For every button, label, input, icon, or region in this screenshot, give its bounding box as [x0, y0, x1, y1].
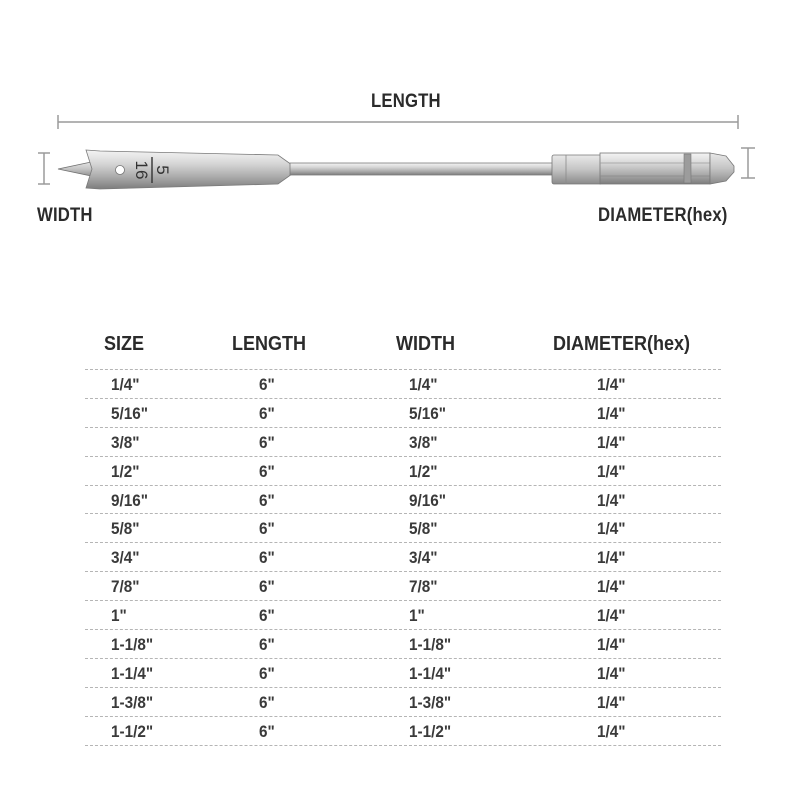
table-header-diameter: DIAMETER(hex)	[553, 333, 691, 355]
table-row	[85, 716, 721, 746]
width-cell: 3/4"	[409, 548, 438, 568]
length-cell: 6"	[259, 432, 275, 452]
size-cell: 5/8"	[111, 519, 140, 539]
width-label: WIDTH	[37, 205, 93, 226]
length-cell: 6"	[259, 721, 275, 741]
table-row	[85, 369, 721, 398]
size-cell: 5/16"	[111, 403, 149, 423]
length-cell: 6"	[259, 606, 275, 626]
diameter-cell: 1/4"	[597, 721, 626, 741]
length-cell: 6"	[259, 490, 275, 510]
diameter-cell: 1/4"	[597, 519, 626, 539]
size-cell: 1-1/2"	[111, 721, 154, 741]
table-row	[85, 571, 721, 600]
width-cell: 1-1/4"	[409, 663, 452, 683]
length-cell: 6"	[259, 548, 275, 568]
width-bracket	[38, 153, 50, 184]
width-cell: 3/8"	[409, 432, 438, 452]
diameter-cell: 1/4"	[597, 663, 626, 683]
size-cell: 3/8"	[111, 432, 140, 452]
size-marking-numerator: 5	[153, 165, 172, 175]
diameter-cell: 1/4"	[597, 577, 626, 597]
width-cell: 1/4"	[409, 375, 438, 394]
diameter-cell: 1/4"	[597, 461, 626, 481]
spec-table	[85, 369, 721, 746]
length-cell: 6"	[259, 461, 275, 481]
length-label: LENGTH	[371, 91, 441, 112]
diameter-cell: 1/4"	[597, 606, 626, 626]
size-cell: 1/4"	[111, 375, 140, 394]
diameter-cell: 1/4"	[597, 635, 626, 655]
width-cell: 1"	[409, 606, 425, 626]
table-row	[85, 485, 721, 514]
width-cell: 7/8"	[409, 577, 438, 597]
width-cell: 1-1/8"	[409, 635, 452, 655]
size-cell: 1-3/8"	[111, 692, 154, 712]
width-cell: 9/16"	[409, 490, 447, 510]
length-cell: 6"	[259, 635, 275, 655]
table-row	[85, 542, 721, 571]
diameter-cell: 1/4"	[597, 432, 626, 452]
diameter-cell: 1/4"	[597, 548, 626, 568]
table-header-size: SIZE	[104, 333, 145, 355]
size-cell: 1"	[111, 606, 127, 626]
length-cell: 6"	[259, 663, 275, 683]
table-row	[85, 600, 721, 629]
table-row	[85, 629, 721, 658]
width-cell: 1/2"	[409, 461, 438, 481]
diameter-cell: 1/4"	[597, 375, 626, 394]
table-header-length: LENGTH	[232, 333, 306, 355]
diameter-cell: 1/4"	[597, 692, 626, 712]
size-cell: 1/2"	[111, 461, 140, 481]
width-cell: 1-1/2"	[409, 721, 452, 741]
size-cell: 7/8"	[111, 577, 140, 597]
diameter-bracket	[741, 148, 755, 178]
size-cell: 1-1/4"	[111, 663, 154, 683]
table-header-width: WIDTH	[396, 333, 455, 355]
size-cell: 9/16"	[111, 490, 149, 510]
table-row	[85, 398, 721, 427]
length-cell: 6"	[259, 375, 275, 394]
size-cell: 1-1/8"	[111, 635, 154, 655]
width-cell: 5/16"	[409, 403, 447, 423]
length-cell: 6"	[259, 692, 275, 712]
size-cell: 3/4"	[111, 548, 140, 568]
table-row	[85, 456, 721, 485]
table-row	[85, 427, 721, 456]
width-cell: 5/8"	[409, 519, 438, 539]
diameter-cell: 1/4"	[597, 403, 626, 423]
length-cell: 6"	[259, 519, 275, 539]
diameter-cell: 1/4"	[597, 490, 626, 510]
diameter-label: DIAMETER(hex)	[598, 205, 728, 226]
table-row	[85, 658, 721, 687]
size-marking-denominator: 16	[132, 160, 151, 180]
table-row	[85, 513, 721, 542]
length-cell: 6"	[259, 577, 275, 597]
table-row	[85, 687, 721, 716]
length-cell: 6"	[259, 403, 275, 423]
width-cell: 1-3/8"	[409, 692, 452, 712]
length-dimension-line	[58, 115, 738, 129]
